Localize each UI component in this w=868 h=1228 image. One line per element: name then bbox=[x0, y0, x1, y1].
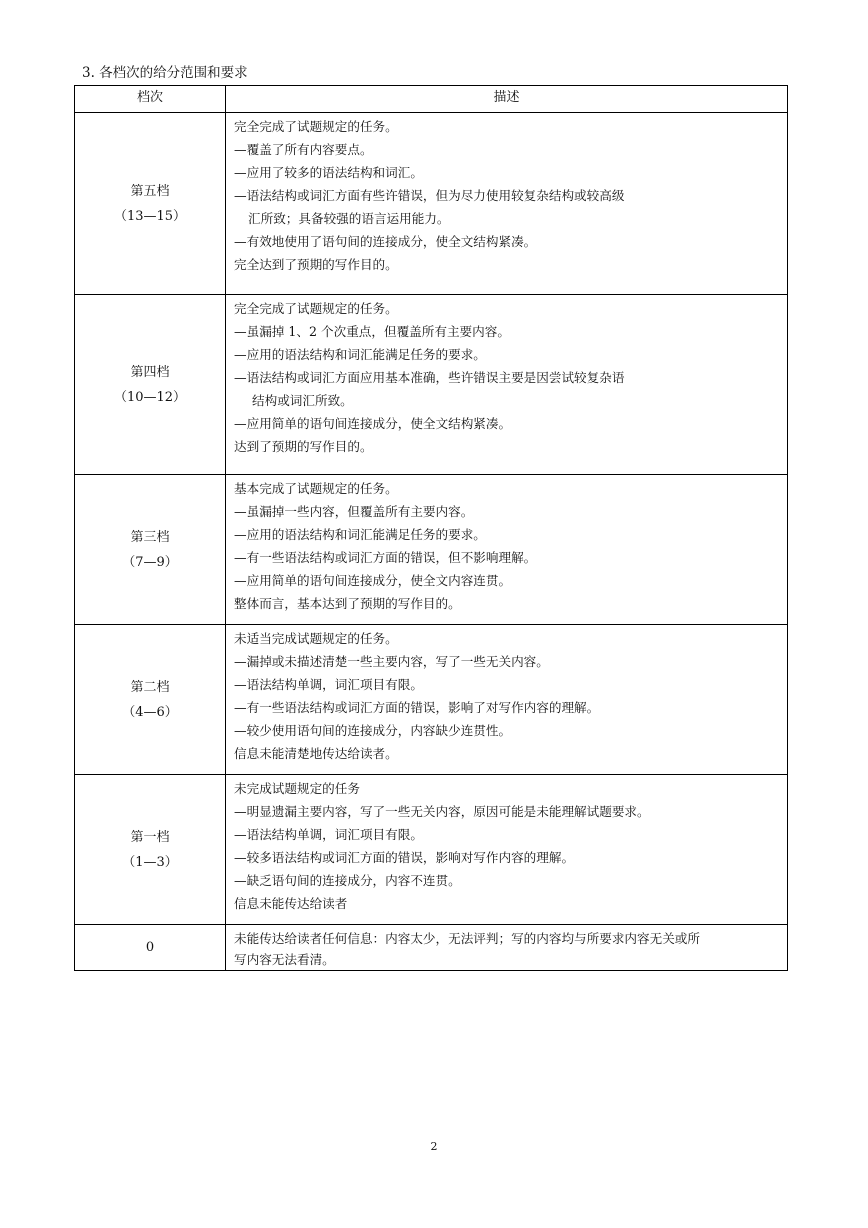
description-line: 基本完成了试题规定的任务。 bbox=[234, 481, 398, 496]
description-cell bbox=[226, 295, 788, 475]
description-line: 未适当完成试题规定的任务。 bbox=[234, 631, 398, 646]
table-row-level-3 bbox=[75, 475, 788, 625]
page-number: 2 bbox=[430, 1140, 438, 1153]
description-line: —缺乏语句间的连接成分，内容不连贯。 bbox=[234, 873, 461, 888]
description-cell bbox=[226, 475, 788, 625]
level-name: 第三档 bbox=[130, 529, 170, 545]
description-line: 完全完成了试题规定的任务。 bbox=[234, 119, 398, 134]
table-row-level-5 bbox=[75, 113, 788, 295]
description-line: —有一些语法结构或词汇方面的错误，影响了对写作内容的理解。 bbox=[234, 700, 600, 715]
description-line: 整体而言，基本达到了预期的写作目的。 bbox=[234, 596, 461, 611]
level-range: （4—6） bbox=[122, 704, 178, 720]
table-header-row bbox=[75, 86, 788, 113]
description-cell bbox=[226, 625, 788, 775]
level-cell bbox=[75, 625, 226, 775]
description-line: 未完成试题规定的任务 bbox=[234, 781, 360, 796]
description-line: —应用的语法结构和词汇能满足任务的要求。 bbox=[234, 347, 486, 362]
level-cell bbox=[75, 113, 226, 295]
level-range: （13—15） bbox=[113, 208, 187, 224]
section-heading: 3. 各档次的给分范围和要求 bbox=[82, 65, 248, 81]
description-line: 写内容无法看清。 bbox=[234, 952, 335, 967]
header-description: 描述 bbox=[226, 86, 788, 113]
level-name: 第一档 bbox=[130, 829, 170, 845]
table-row-level-4 bbox=[75, 295, 788, 475]
description-cell bbox=[226, 113, 788, 295]
description-line: 结构或词汇所致。 bbox=[252, 393, 353, 408]
description-line: 完全达到了预期的写作目的。 bbox=[234, 257, 398, 272]
description-line: —应用了较多的语法结构和词汇。 bbox=[234, 165, 423, 180]
scoring-rubric-table bbox=[74, 85, 788, 971]
description-line: —漏掉或未描述清楚一些主要内容，写了一些无关内容。 bbox=[234, 654, 549, 669]
description-line: —有效地使用了语句间的连接成分，使全文结构紧凑。 bbox=[234, 234, 537, 249]
description-line: —语法结构或词汇方面有些许错误，但为尽力使用较复杂结构或较高级 bbox=[234, 188, 625, 203]
description-line: 信息未能传达给读者 bbox=[234, 896, 348, 911]
level-range: （1—3） bbox=[122, 854, 178, 870]
header-level: 档次 bbox=[75, 86, 226, 113]
description-line: —虽漏掉 1、2 个次重点，但覆盖所有主要内容。 bbox=[234, 324, 510, 339]
description-line: —较少使用语句间的连接成分，内容缺少连贯性。 bbox=[234, 723, 512, 738]
level-cell bbox=[75, 775, 226, 925]
level-name: 0 bbox=[145, 940, 155, 955]
description-line: 信息未能清楚地传达给读者。 bbox=[234, 746, 398, 761]
level-range: （7—9） bbox=[122, 554, 178, 570]
level-cell bbox=[75, 475, 226, 625]
description-line: —语法结构或词汇方面应用基本准确，些许错误主要是因尝试较复杂语 bbox=[234, 370, 625, 385]
description-line: —虽漏掉一些内容，但覆盖所有主要内容。 bbox=[234, 504, 474, 519]
description-line: —覆盖了所有内容要点。 bbox=[234, 142, 373, 157]
level-name: 第二档 bbox=[130, 679, 170, 695]
table-row-level-0 bbox=[75, 925, 788, 971]
description-line: 完全完成了试题规定的任务。 bbox=[234, 301, 398, 316]
description-cell bbox=[226, 925, 788, 971]
level-cell bbox=[75, 295, 226, 475]
description-line: —语法结构单调，词汇项目有限。 bbox=[234, 827, 423, 842]
level-cell bbox=[75, 925, 226, 971]
level-name: 第五档 bbox=[130, 183, 170, 199]
level-name: 第四档 bbox=[130, 364, 170, 380]
description-line: 未能传达给读者任何信息：内容太少，无法评判；写的内容均与所要求内容无关或所 bbox=[234, 931, 700, 946]
description-cell bbox=[226, 775, 788, 925]
table-row-level-1 bbox=[75, 775, 788, 925]
description-line: —明显遗漏主要内容，写了一些无关内容，原因可能是未能理解试题要求。 bbox=[234, 804, 650, 819]
description-line: —应用简单的语句间连接成分，使全文内容连贯。 bbox=[234, 573, 512, 588]
description-line: —应用简单的语句间连接成分，使全文结构紧凑。 bbox=[234, 416, 512, 431]
description-line: 达到了预期的写作目的。 bbox=[234, 439, 373, 454]
description-line: 汇所致；具备较强的语言运用能力。 bbox=[248, 211, 450, 226]
description-line: —有一些语法结构或词汇方面的错误，但不影响理解。 bbox=[234, 550, 537, 565]
description-line: —语法结构单调，词汇项目有限。 bbox=[234, 677, 423, 692]
level-range: （10—12） bbox=[113, 389, 187, 405]
description-line: —应用的语法结构和词汇能满足任务的要求。 bbox=[234, 527, 486, 542]
description-line: —较多语法结构或词汇方面的错误，影响对写作内容的理解。 bbox=[234, 850, 575, 865]
table-row-level-2 bbox=[75, 625, 788, 775]
